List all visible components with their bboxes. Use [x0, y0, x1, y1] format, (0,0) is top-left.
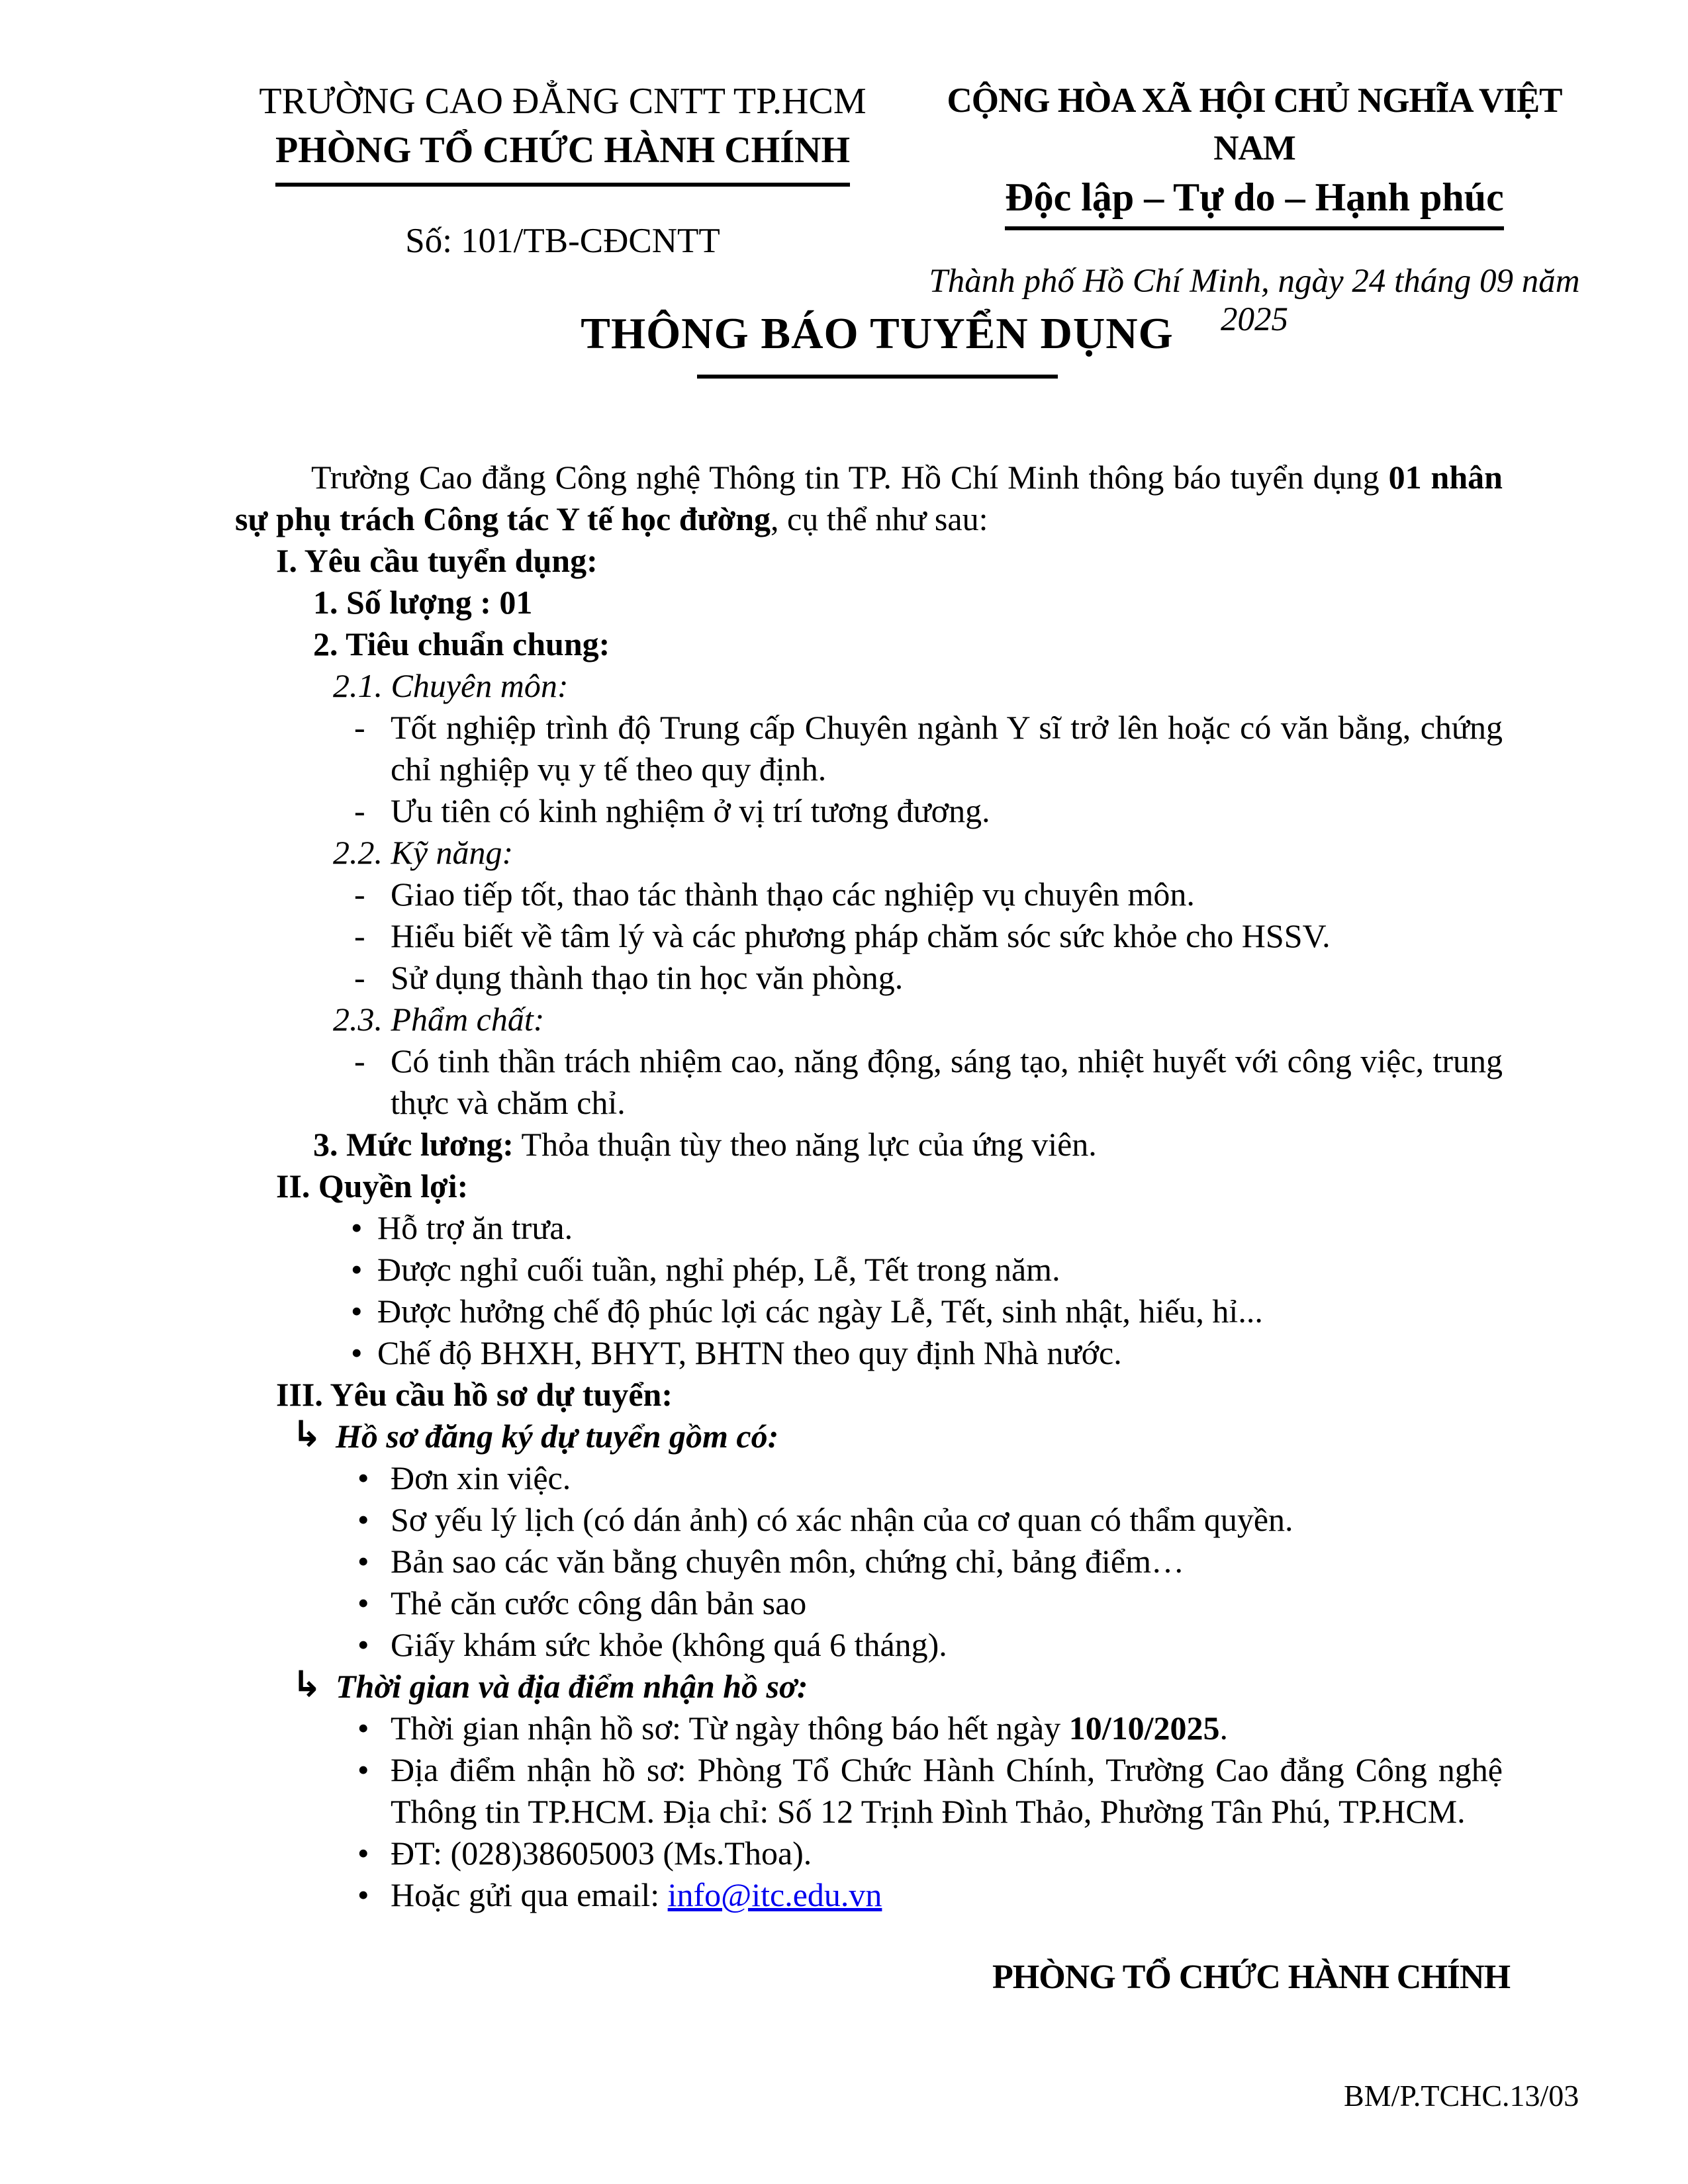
- dossier-item: [235, 1499, 1503, 1541]
- national-header-block: [920, 77, 1589, 339]
- dash-icon: -: [354, 959, 365, 996]
- bullet-icon: •: [351, 1209, 363, 1246]
- form-code: BM/P.TCHC.13/03: [1344, 2079, 1579, 2113]
- dossier-subheading: [235, 1413, 1503, 1457]
- list-item-dash: [235, 1040, 1503, 1124]
- bullet-icon: •: [351, 1251, 363, 1288]
- email-item: [235, 1874, 1503, 1916]
- deadline-date: 10/10/2025: [1068, 1709, 1220, 1747]
- place-date-line: Thành phố Hồ Chí Minh, ngày 24 tháng 09 năm 2025: [929, 263, 1580, 338]
- intro-position-bold: 01 nhân sự phụ trách Công tác Y tế học đường: [235, 459, 1503, 537]
- deadline-tail: .: [1219, 1709, 1229, 1747]
- dossier-item: [235, 1541, 1503, 1582]
- dossier-text: Đơn xin việc.: [391, 1459, 571, 1496]
- benefit-text: Chế độ BHXH, BHYT, BHTN theo quy định Nhà nước.: [377, 1334, 1122, 1371]
- dossier-text: Sơ yếu lý lịch (có dán ảnh) có xác nhận của cơ quan có thẩm quyền.: [391, 1501, 1293, 1538]
- salary-text: Thỏa thuận tùy theo năng lực của ứng viên.: [513, 1126, 1097, 1163]
- list-item-text: Sử dụng thành thạo tin học văn phòng.: [391, 959, 904, 996]
- dossier-text: Giấy khám sức khỏe (không quá 6 tháng).: [391, 1626, 947, 1663]
- section-3-heading: III. Yêu cầu hồ sơ dự tuyển:: [276, 1376, 673, 1413]
- benefit-item: [235, 1291, 1503, 1332]
- phone-text: ĐT: (028)38605003 (Ms.Thoa).: [391, 1835, 812, 1872]
- national-motto: Độc lập – Tự do – Hạnh phúc: [1005, 172, 1503, 230]
- benefit-text: Được hưởng chế độ phúc lợi các ngày Lễ, Tết, sinh nhật, hiếu, hỉ...: [377, 1293, 1263, 1330]
- section-1-heading: I. Yêu cầu tuyển dụng:: [276, 542, 598, 579]
- benefit-item: [235, 1207, 1503, 1249]
- item-standards: 2. Tiêu chuẩn chung:: [313, 625, 610, 662]
- document-body: [235, 457, 1503, 1916]
- dossier-text: Bản sao các văn bằng chuyên môn, chứng chỉ, bảng điểm…: [391, 1543, 1184, 1580]
- dossier-item: [235, 1624, 1503, 1666]
- arrow-icon: ↳: [292, 1413, 322, 1455]
- sub-heading-2-2: 2.2. Kỹ năng:: [333, 834, 514, 871]
- dash-icon: -: [354, 917, 365, 954]
- intro-paragraph: [235, 457, 1503, 540]
- address-item: [235, 1749, 1503, 1833]
- bullet-icon: •: [357, 1459, 369, 1496]
- intro-lead: Trường Cao đẳng Công nghệ Thông tin TP. Hồ Chí Minh thông báo tuyển dụng: [311, 459, 1389, 496]
- list-item-dash: [235, 707, 1503, 790]
- item-salary: [313, 1124, 1503, 1165]
- list-item-dash: [235, 790, 1503, 832]
- list-item-text: Giao tiếp tốt, thao tác thành thạo các nghiệp vụ chuyên môn.: [391, 876, 1195, 913]
- dossier-subheading-text: Hồ sơ đăng ký dự tuyển gồm có:: [336, 1418, 779, 1455]
- doc-number: Số: 101/TB-CĐCNTT: [405, 222, 720, 260]
- benefit-item: [235, 1249, 1503, 1291]
- list-item-text: Hiểu biết về tâm lý và các phương pháp chăm sóc sức khỏe cho HSSV.: [391, 917, 1331, 954]
- bullet-icon: •: [357, 1835, 369, 1872]
- deadline-lead: Thời gian nhận hồ sơ: Từ ngày thông báo hết ngày: [391, 1709, 1069, 1747]
- email-lead: Hoặc gửi qua email:: [391, 1876, 668, 1913]
- national-motto-row: [920, 172, 1589, 230]
- time-place-subheading: [235, 1663, 1503, 1707]
- list-item-text: Có tinh thần trách nhiệm cao, năng động, sáng tạo, nhiệt huyết với công việc, trung thực và chăm chỉ.: [391, 1042, 1503, 1121]
- dash-icon: -: [354, 1042, 365, 1079]
- bullet-icon: •: [357, 1876, 369, 1913]
- dash-icon: -: [354, 792, 365, 829]
- dash-icon: -: [354, 709, 365, 746]
- document-title: THÔNG BÁO TUYỂN DỤNG: [581, 309, 1174, 358]
- issuer-dept-row: [255, 126, 870, 187]
- sub-heading-2-1: 2.1. Chuyên môn:: [333, 667, 569, 704]
- national-title: CỘNG HÒA XÃ HỘI CHỦ NGHĨA VIỆT NAM: [947, 81, 1562, 167]
- list-item-dash: [235, 915, 1503, 957]
- phone-item: [235, 1833, 1503, 1874]
- dash-icon: -: [354, 876, 365, 913]
- bullet-icon: •: [357, 1543, 369, 1580]
- bullet-icon: •: [357, 1626, 369, 1663]
- benefit-item: [235, 1332, 1503, 1374]
- bullet-icon: •: [357, 1501, 369, 1538]
- bullet-icon: •: [357, 1584, 369, 1621]
- email-link[interactable]: info@itc.edu.vn: [667, 1876, 882, 1913]
- sub-heading-2-3: 2.3. Phẩm chất:: [333, 1001, 545, 1038]
- intro-tail: , cụ thể như sau:: [771, 500, 988, 537]
- deadline-item: [235, 1707, 1503, 1749]
- list-item-dash: [235, 874, 1503, 915]
- list-item-dash: [235, 957, 1503, 999]
- benefit-text: Được nghỉ cuối tuần, nghỉ phép, Lễ, Tết trong năm.: [377, 1251, 1060, 1288]
- dossier-item: [235, 1582, 1503, 1624]
- bullet-icon: •: [351, 1293, 363, 1330]
- benefit-text: Hỗ trợ ăn trưa.: [377, 1209, 573, 1246]
- bullet-icon: •: [357, 1709, 369, 1747]
- dossier-item: [235, 1457, 1503, 1499]
- dossier-text: Thẻ căn cước công dân bản sao: [391, 1584, 807, 1621]
- address-text: Địa điểm nhận hồ sơ: Phòng Tổ Chức Hành Chính, Trường Cao đẳng Công nghệ Thông tin TP.HCM. Địa chỉ: Số 12 Trịnh Đình Thảo, Phường Tân Phú, TP.HCM.: [391, 1751, 1503, 1830]
- bullet-icon: •: [351, 1334, 363, 1371]
- issuer-header-block: [255, 77, 870, 261]
- list-item-text: Ưu tiên có kinh nghiệm ở vị trí tương đương.: [391, 792, 990, 829]
- list-item-text: Tốt nghiệp trình độ Trung cấp Chuyên ngành Y sĩ trở lên hoặc có văn bằng, chứng chỉ nghiệp vụ y tế theo quy định.: [391, 709, 1503, 788]
- item-quantity: 1. Số lượng : 01: [313, 584, 533, 621]
- title-underline: [697, 375, 1058, 379]
- time-place-subheading-text: Thời gian và địa điểm nhận hồ sơ:: [336, 1668, 808, 1705]
- bullet-icon: •: [357, 1751, 369, 1788]
- document-title-block: [235, 306, 1519, 379]
- issuer-department: PHÒNG TỔ CHỨC HÀNH CHÍNH: [275, 126, 850, 187]
- issuer-parent-org: TRƯỜNG CAO ĐẲNG CNTT TP.HCM: [259, 81, 867, 122]
- salary-label: 3. Mức lương:: [313, 1126, 514, 1163]
- section-2-heading: II. Quyền lợi:: [276, 1167, 469, 1205]
- arrow-icon: ↳: [292, 1663, 322, 1705]
- signature-department: PHÒNG TỔ CHỨC HÀNH CHÍNH: [992, 1958, 1511, 1996]
